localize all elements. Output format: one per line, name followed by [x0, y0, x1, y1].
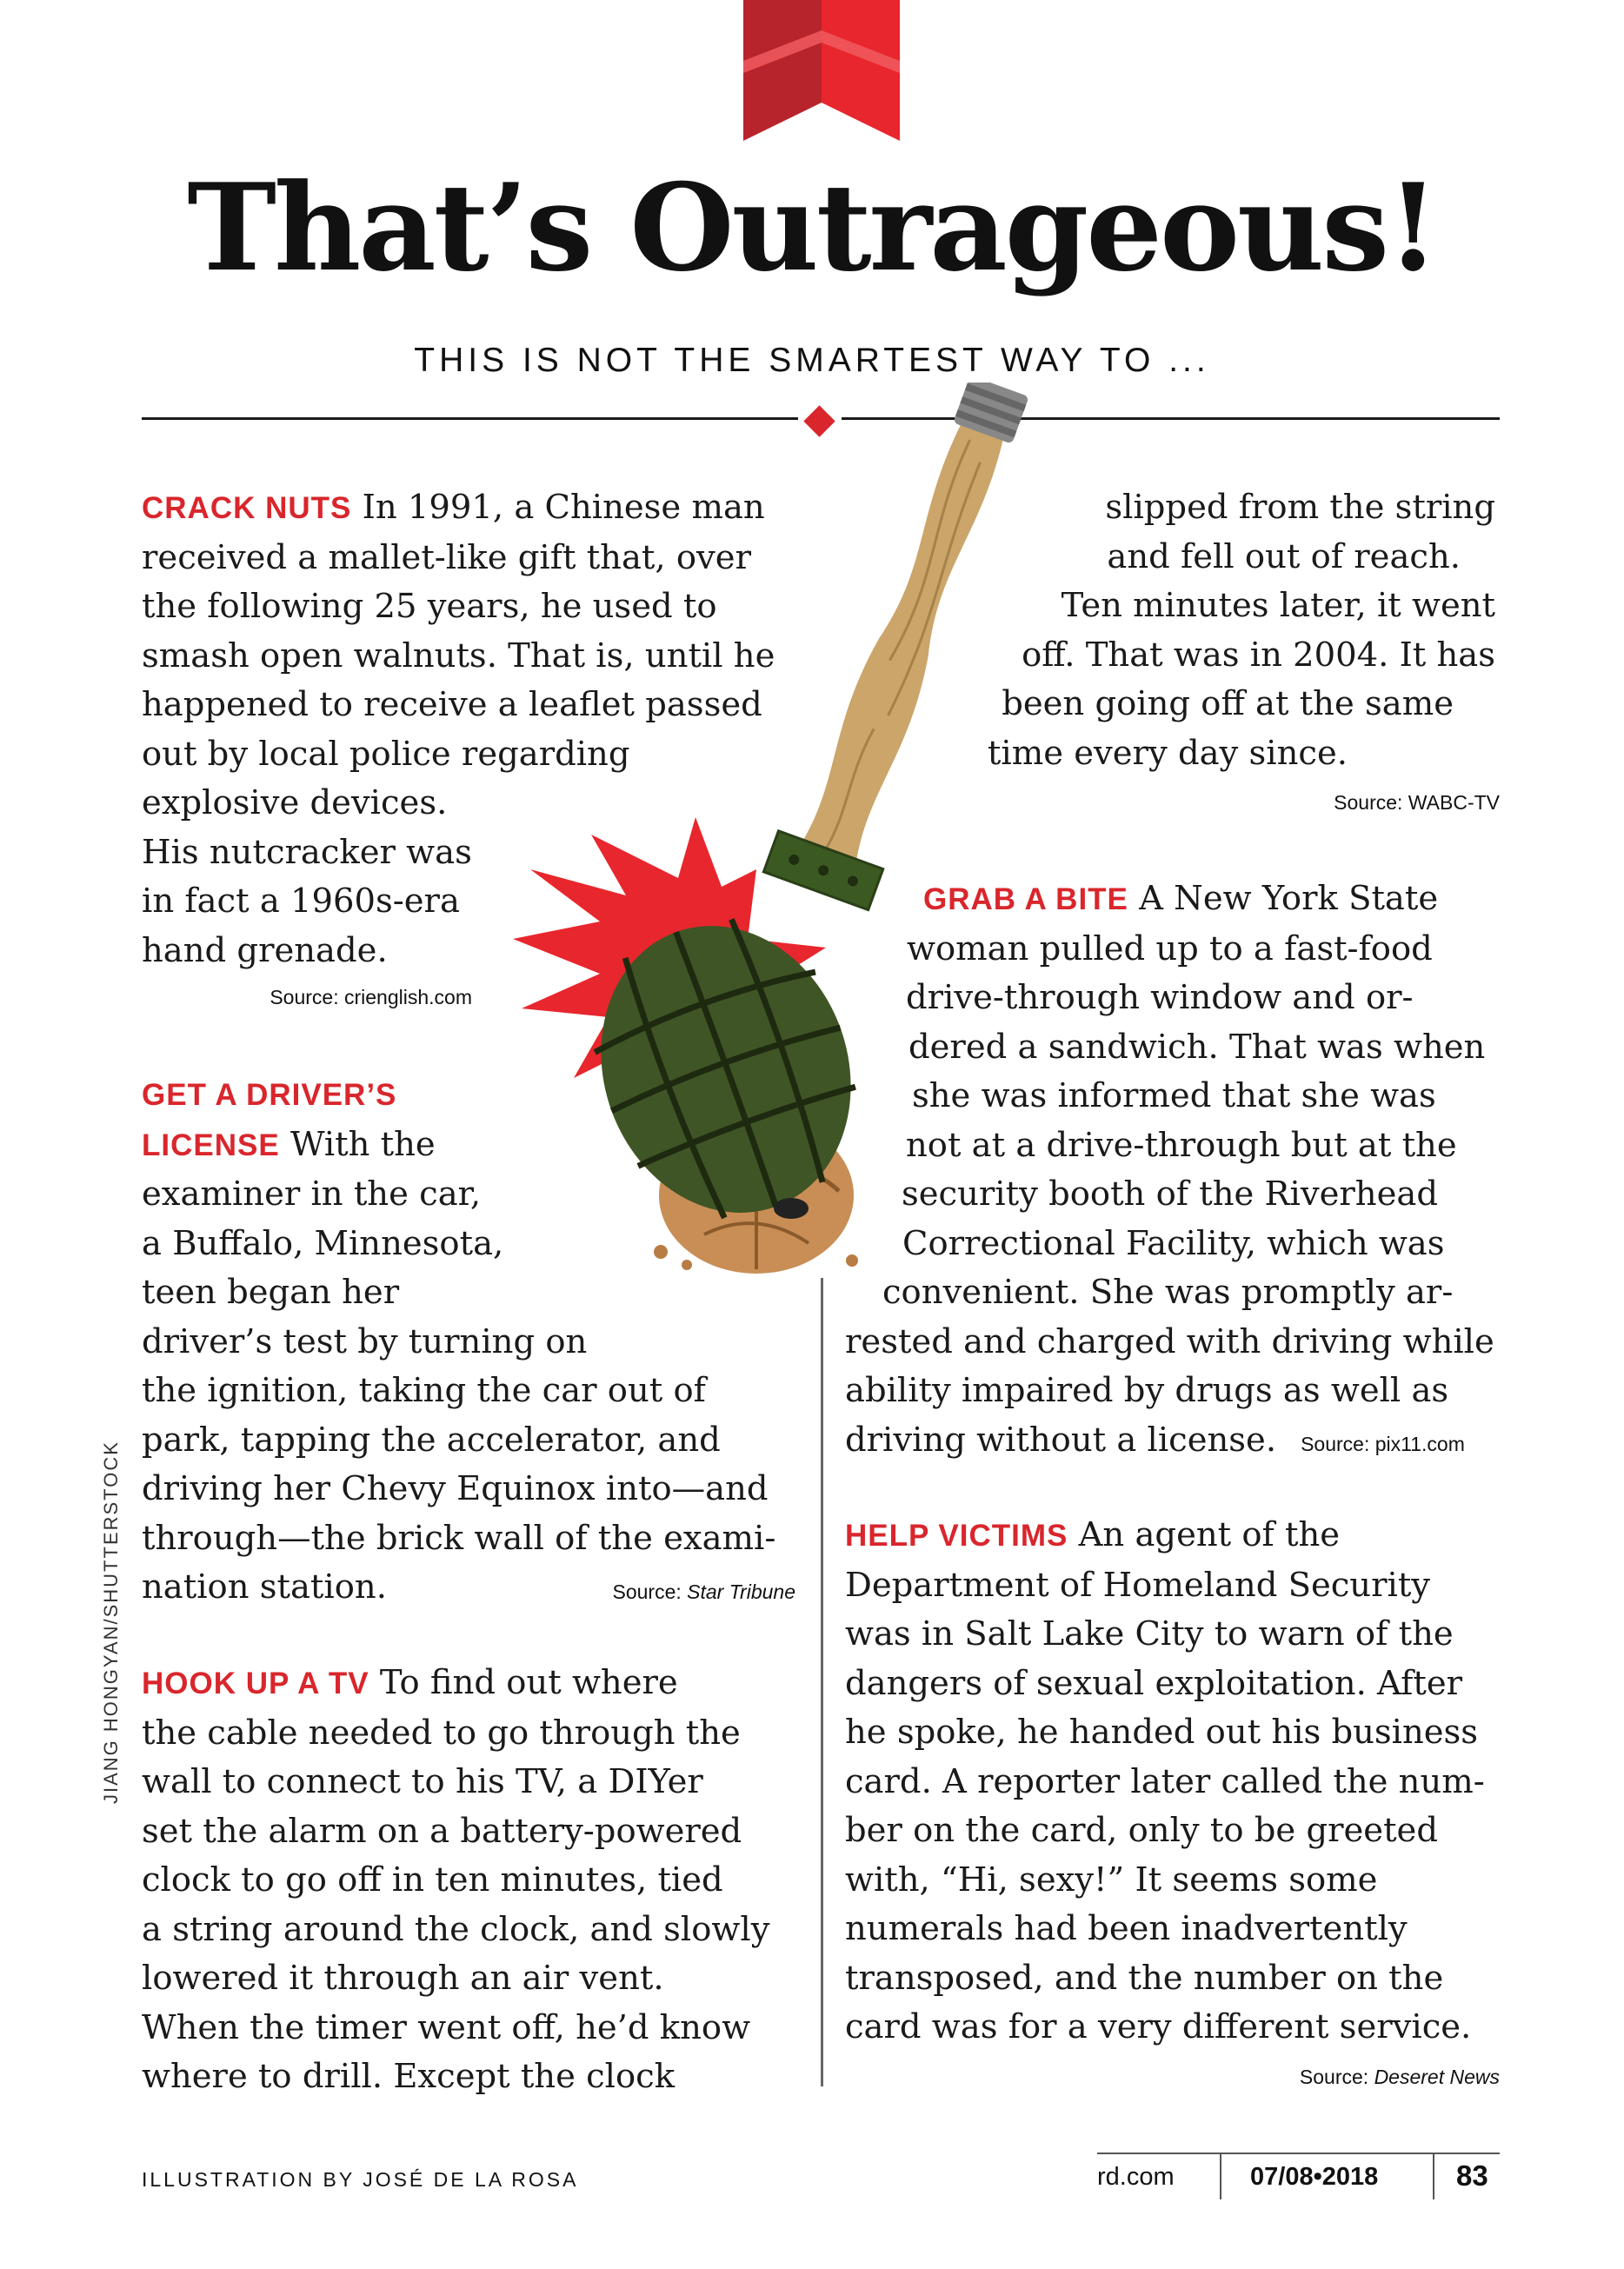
- story-text-line: When the timer went off, he’d know: [142, 2007, 751, 2047]
- story-text-line: teen began her: [142, 1273, 400, 1312]
- story-text-line: ber on the card, only to be greeted: [845, 1811, 1438, 1850]
- story-text-line: driver’s test by turning on: [142, 1321, 588, 1361]
- story-hook-up-tv: [142, 1659, 802, 2102]
- story-text-line: driving without a license.: [845, 1420, 1277, 1460]
- story-grab-a-bite: [843, 875, 1504, 1468]
- story-text-line: a Buffalo, Minnesota,: [142, 1223, 504, 1263]
- source-name: Star Tribune: [687, 1580, 795, 1603]
- story-text-line: dered a sandwich. That was when: [909, 1027, 1486, 1067]
- story-text-line: card. A reporter later called the num-: [845, 1761, 1485, 1801]
- footer-date: 07/08•2018: [1250, 2163, 1379, 2191]
- story-text-line: with, “Hi, sexy!” It seems some: [845, 1860, 1378, 1900]
- story-text-line: In 1991, a Chinese man: [351, 488, 765, 527]
- story-heading: HOOK UP A TV: [142, 1667, 369, 1700]
- story-text-line: explosive devices.: [142, 783, 448, 822]
- source-prefix: Source:: [1299, 2066, 1374, 2088]
- story-text-line: An agent of the: [1068, 1515, 1341, 1554]
- story-text-line: a string around the clock, and slowly: [142, 1909, 770, 1949]
- story-heading: HELP VICTIMS: [845, 1519, 1068, 1553]
- story-text-line: His nutcracker was: [142, 832, 472, 872]
- footer-separator: [1433, 2153, 1434, 2199]
- story-text-line: the ignition, taking the car out of: [142, 1371, 706, 1410]
- story-text-line: through—the brick wall of the exami-: [142, 1518, 776, 1558]
- story-help-victims: [845, 1511, 1506, 2053]
- story-text-line: driving her Chevy Equinox into—and: [142, 1469, 769, 1508]
- column-divider: [821, 1278, 823, 2086]
- story-heading: CRACK NUTS: [142, 491, 352, 525]
- source-credit: Source: pix11.com: [1301, 1432, 1465, 1455]
- page-number: 83: [1456, 2159, 1488, 2192]
- source-credit: Source: WABC-TV: [1334, 791, 1500, 814]
- footer-separator: [1220, 2153, 1221, 2199]
- story-text-line: out by local police regarding: [142, 734, 630, 774]
- story-text-line: nation station.: [142, 1567, 387, 1607]
- story-text-line: slipped from the string: [1105, 488, 1495, 527]
- story-crack-nuts: [142, 483, 802, 975]
- source-name: Deseret News: [1374, 2066, 1500, 2088]
- story-text-line: hand grenade.: [142, 930, 388, 970]
- story-text-line: ability impaired by drugs as well as: [845, 1371, 1449, 1410]
- story-text-line: convenient. She was promptly ar-: [882, 1273, 1454, 1312]
- footer-site: rd.com: [1097, 2163, 1175, 2191]
- story-text-line: transposed, and the number on the: [845, 1958, 1444, 1998]
- story-text-line: With the: [279, 1124, 436, 1164]
- story-text-line: happened to receive a leaflet passed: [142, 685, 762, 724]
- story-text-line: where to drill. Except the clock: [142, 2057, 676, 2096]
- footer-rule: [1097, 2153, 1500, 2154]
- story-heading: LICENSE: [142, 1128, 280, 1162]
- story-text-line: numerals had been inadvertently: [845, 1909, 1408, 1948]
- photo-credit: JIANG HONGYAN/SHUTTERSTOCK: [100, 1441, 122, 1804]
- story-text-line: park, tapping the accelerator, and: [142, 1420, 721, 1460]
- story-text-line: wall to connect to his TV, a DIYer: [142, 1762, 703, 1801]
- story-text-line: the following 25 years, he used to: [142, 587, 717, 626]
- story-text-line: and fell out of reach.: [1107, 536, 1461, 576]
- bookmark-ribbon-icon: [743, 0, 900, 148]
- story-heading: GET A DRIVER’S: [142, 1078, 397, 1112]
- story-heading: GRAB A BITE: [923, 882, 1128, 916]
- story-text-line: security booth of the Riverhead: [902, 1174, 1438, 1214]
- story-text-line: Department of Homeland Security: [845, 1565, 1431, 1605]
- story-text-line: he spoke, he handed out his business: [845, 1713, 1479, 1752]
- story-text-line: Ten minutes later, it went: [1061, 586, 1495, 625]
- story-text-line: dangers of sexual exploitation. After: [845, 1663, 1463, 1703]
- story-text-line: off. That was in 2004. It has: [1022, 635, 1495, 675]
- story-text-line: A New York State: [1128, 879, 1439, 918]
- story-hook-up-tv-continued: [869, 483, 1495, 778]
- story-text-line: the cable needed to go through the: [142, 1713, 741, 1753]
- story-text-line: smash open walnuts. That is, until he: [142, 635, 775, 675]
- story-text-line: rested and charged with driving while: [845, 1321, 1494, 1361]
- story-text-line: received a mallet-like gift that, over: [142, 537, 751, 577]
- story-text-line: was in Salt Lake City to warn of the: [845, 1614, 1454, 1654]
- story-text-line: drive-through window and or-: [906, 978, 1414, 1017]
- story-text-line: To find out where: [369, 1663, 678, 1702]
- story-text-line: examiner in the car,: [142, 1174, 482, 1214]
- story-text-line: Correctional Facility, which was: [902, 1223, 1445, 1263]
- source-credit: Source: crienglish.com: [270, 986, 472, 1008]
- story-text-line: in fact a 1960s-era: [142, 882, 460, 921]
- page-title: That’s Outrageous!: [187, 156, 1437, 298]
- source-prefix: Source:: [612, 1580, 688, 1603]
- story-text-line: been going off at the same: [1002, 684, 1454, 723]
- page-subtitle: THIS IS NOT THE SMARTEST WAY TO ...: [414, 342, 1210, 379]
- story-text-line: not at a drive-through but at the: [906, 1125, 1457, 1165]
- source-credit: [1165, 2066, 1500, 2089]
- source-credit: [522, 1580, 795, 1604]
- story-text-line: she was informed that she was: [912, 1076, 1436, 1115]
- illustration-credit: ILLUSTRATION BY JOSÉ DE LA ROSA: [142, 2168, 579, 2191]
- story-text-line: woman pulled up to a fast-food: [907, 928, 1433, 968]
- story-drivers-license: [142, 1071, 802, 1613]
- story-text-line: set the alarm on a battery-powered: [142, 1811, 742, 1851]
- story-text-line: lowered it through an air vent.: [142, 1959, 664, 1998]
- story-text-line: time every day since.: [987, 733, 1348, 773]
- story-text-line: clock to go off in ten minutes, tied: [142, 1860, 723, 1900]
- story-text-line: card was for a very different service.: [845, 2007, 1472, 2046]
